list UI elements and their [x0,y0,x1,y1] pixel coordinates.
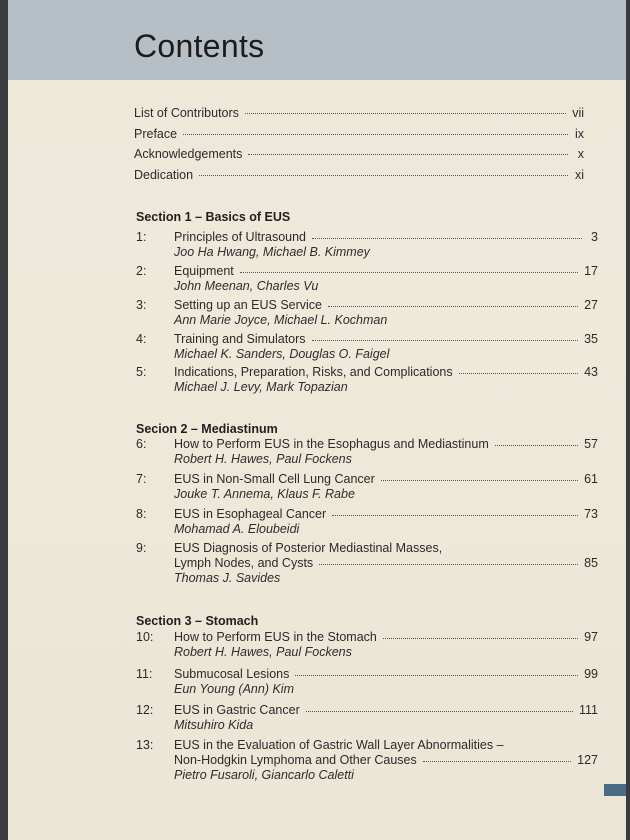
chapter-authors: Jouke T. Annema, Klaus F. Rabe [174,487,355,501]
dot-leader [383,638,578,639]
chapter-page: 127 [577,753,598,767]
dot-leader [332,515,578,516]
chapter-entry [136,298,598,328]
chapter-number: 11: [136,667,153,681]
front-matter-label: Preface [134,126,178,141]
front-matter-label: Dedication [134,167,194,182]
chapter-authors: Pietro Fusaroli, Giancarlo Caletti [174,768,354,782]
page-title: Contents [134,28,265,64]
chapter-title: How to Perform EUS in the Esophagus and Mediastinum [174,437,489,451]
dot-leader [459,373,578,374]
dot-leader [312,340,579,341]
section-heading: Section 1 – Basics of EUS [136,210,291,224]
chapter-page: 99 [584,667,598,681]
dot-leader [381,480,578,481]
chapter-number: 1: [136,230,147,244]
chapter-authors: Mohamad A. Eloubeidi [174,522,300,536]
chapter-authors: Eun Young (Ann) Kim [174,682,294,696]
chapter-entry [136,738,598,783]
chapter-page: 97 [584,630,598,644]
chapter-entry [136,630,598,660]
chapter-authors: Ann Marie Joyce, Michael L. Kochman [174,313,388,327]
chapter-number: 2: [136,264,147,278]
chapter-page: 17 [584,264,598,278]
front-matter-label: Acknowledgements [134,147,243,161]
chapter-entry [136,365,598,395]
chapter-title: EUS Diagnosis of Posterior Mediastinal Masses, [174,541,443,555]
chapter-page: 43 [584,365,598,379]
chapter-authors: Robert H. Hawes, Paul Fockens [174,452,352,466]
dot-leader [423,761,571,762]
chapter-entry [136,230,598,260]
chapter-title: How to Perform EUS in the Stomach [174,630,377,644]
header-band [8,0,626,80]
chapter-entry [136,437,598,467]
chapter-number: 6: [136,437,147,451]
chapter-title: Setting up an EUS Service [174,298,322,312]
chapter-title: EUS in the Evaluation of Gastric Wall Layer Abnormalities – [174,738,504,752]
chapter-number: 4: [136,332,147,346]
chapter-entry [136,541,598,586]
dot-leader [199,175,568,176]
chapter-authors: Robert H. Hawes, Paul Fockens [174,645,352,659]
chapter-number: 10: [136,630,154,644]
front-matter-label: List of Contributors [134,106,239,120]
chapter-title: EUS in Esophageal Cancer [174,507,327,521]
chapter-authors: John Meenan, Charles Vu [174,279,319,293]
chapter-entry [136,332,598,362]
chapter-entry [136,472,598,502]
chapter-title: EUS in Non-Small Cell Lung Cancer [174,472,375,486]
page-edge-tab [604,784,626,796]
chapter-authors: Michael K. Sanders, Douglas O. Faigel [174,347,390,361]
chapter-title: Indications, Preparation, Risks, and Complications [174,365,453,379]
section-heading: Secion 2 – Mediastinum [136,422,278,436]
book-page [8,0,626,840]
chapter-entry [136,264,598,294]
chapter-authors: Mitsuhiro Kida [174,718,254,732]
dot-leader [183,134,568,135]
chapter-number: 7: [136,472,147,486]
front-matter-page: vii [572,106,584,120]
chapter-page: 35 [584,332,598,346]
front-matter-item [134,168,584,189]
front-matter-list [134,106,584,188]
front-matter-page: x [577,147,584,161]
chapter-page: 57 [584,437,598,451]
front-matter-page: ix [574,126,584,141]
chapter-number: 13: [136,738,154,752]
dot-leader [306,711,573,712]
chapter-number: 3: [136,298,147,312]
dot-leader [240,272,578,273]
chapter-title-continued: Lymph Nodes, and Cysts [174,556,314,570]
chapter-page: 73 [584,507,598,521]
section-heading: Section 3 – Stomach [136,614,259,628]
chapter-authors: Michael J. Levy, Mark Topazian [174,380,348,394]
dot-leader [495,445,578,446]
chapter-title: Equipment [174,264,234,278]
chapter-number: 5: [136,365,147,379]
chapter-page: 27 [584,298,598,312]
chapter-page: 111 [578,703,598,717]
chapter-page: 85 [584,556,598,570]
dot-leader [295,675,578,676]
chapter-entry [136,667,598,697]
chapter-number: 9: [136,541,147,555]
chapter-page: 61 [584,472,598,486]
chapter-title-continued: Non-Hodgkin Lymphoma and Other Causes [174,753,417,767]
front-matter-item [134,127,584,148]
front-matter-item [134,147,584,168]
chapter-entry [136,703,598,733]
front-matter-item [134,106,584,127]
chapter-title: Principles of Ultrasound [174,230,307,244]
chapter-title: EUS in Gastric Cancer [174,703,300,717]
chapter-page: 3 [591,230,598,244]
dot-leader [328,306,578,307]
chapter-entry [136,507,598,537]
dot-leader [319,564,578,565]
chapter-title: Submucosal Lesions [174,667,290,681]
dot-leader [245,113,566,114]
dot-leader [312,238,582,239]
chapter-authors: Thomas J. Savides [174,571,281,585]
chapter-number: 12: [136,703,154,717]
chapter-title: Training and Simulators [174,332,306,346]
front-matter-page: xi [574,167,584,182]
chapter-authors: Joo Ha Hwang, Michael B. Kimmey [174,245,370,259]
chapter-number: 8: [136,507,147,521]
dot-leader [248,154,568,155]
